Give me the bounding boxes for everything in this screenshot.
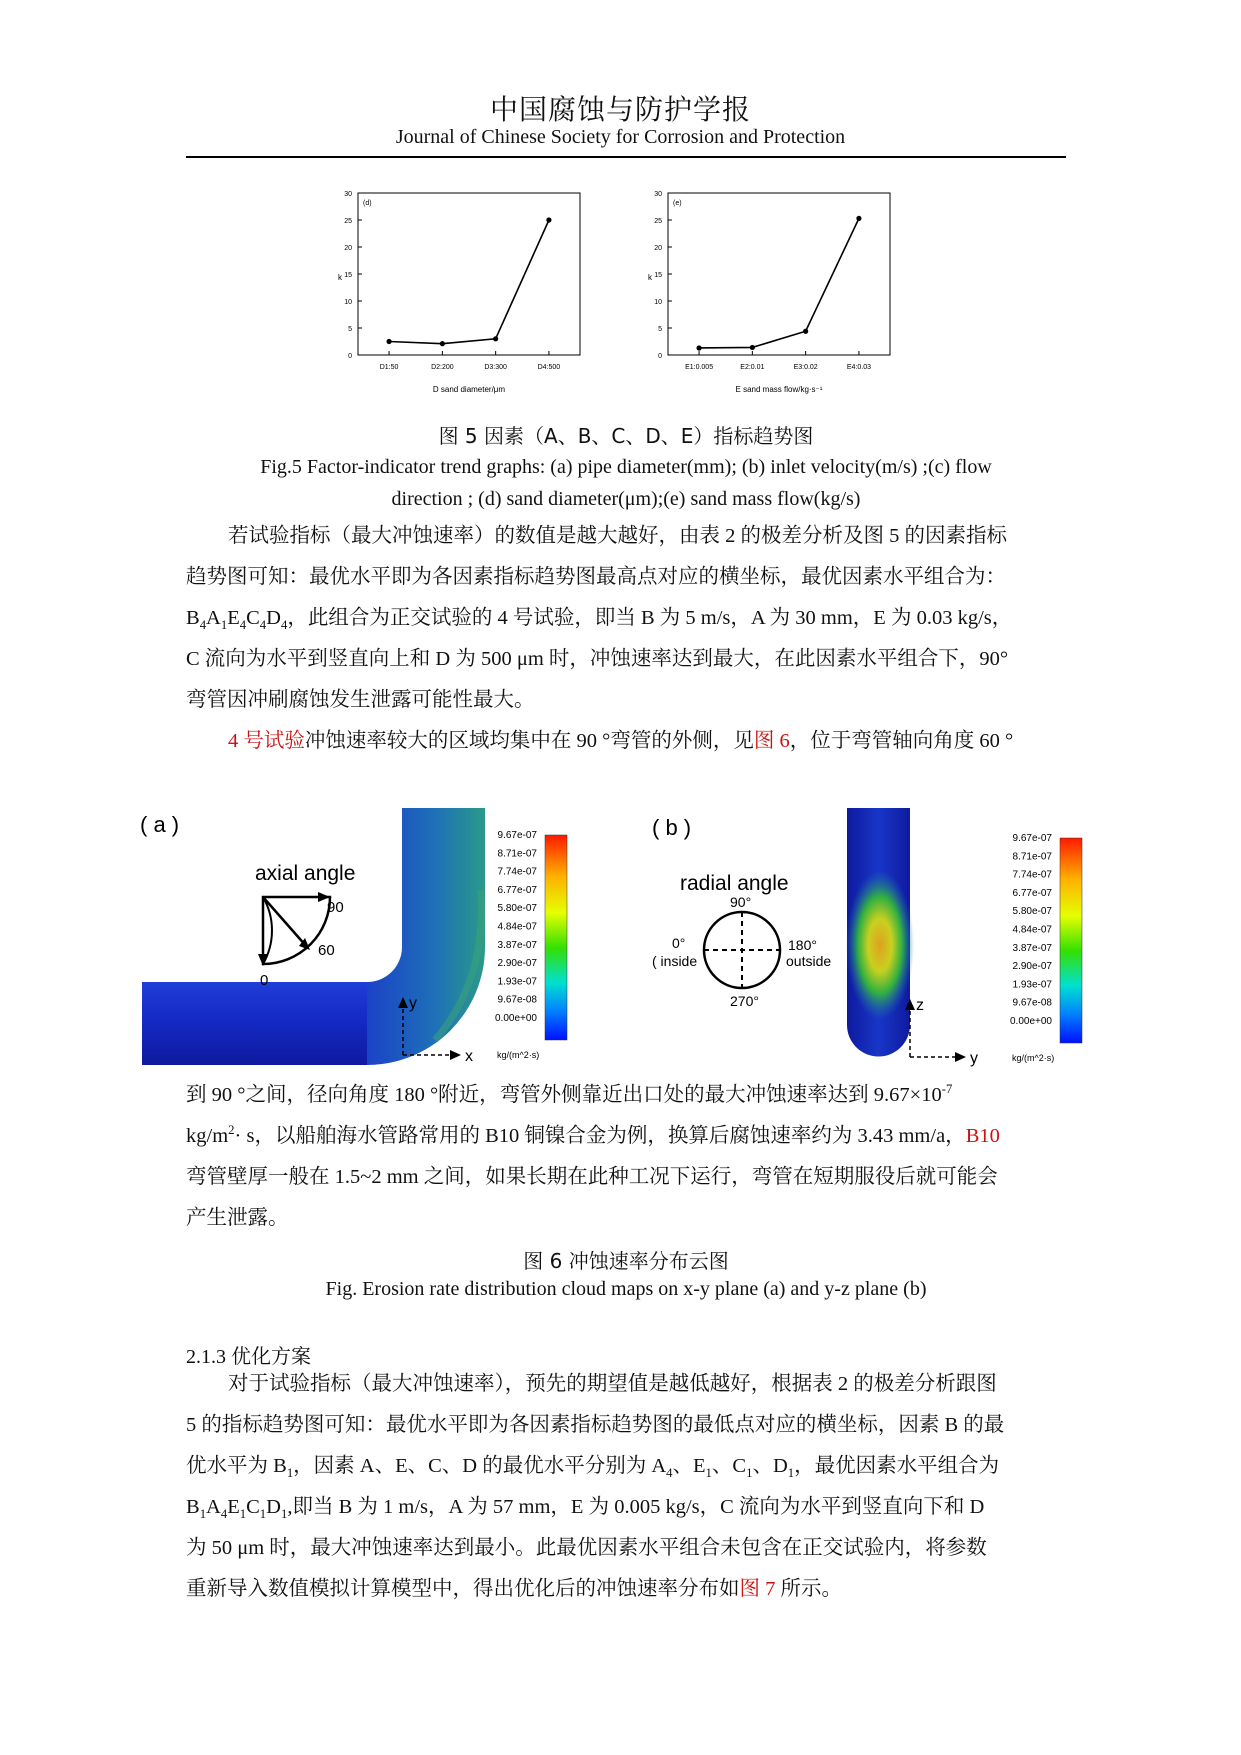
wear-zone — [846, 870, 914, 1020]
colorbar-tick-label: 3.87e-07 — [497, 939, 537, 951]
axial-angle-60-ray — [263, 897, 307, 947]
fig6b-label: ( b ) — [652, 815, 692, 840]
axis-y-label-b: y — [970, 1050, 978, 1067]
axial-60-label: 60 — [318, 942, 335, 959]
chart-e-panel-label: (e) — [673, 200, 682, 207]
chart-d-frame — [358, 193, 580, 355]
axis-x-label-a: x — [465, 1048, 473, 1065]
ref-fig-7[interactable]: 图 7 — [739, 1578, 776, 1600]
colorbar-tick-label: 8.71e-07 — [497, 848, 537, 860]
y-tick-label: 20 — [344, 245, 352, 252]
data-point — [803, 329, 808, 334]
colorbar-b-ticks — [1010, 833, 1052, 1027]
colorbar-tick-label: 2.90e-07 — [1012, 961, 1052, 973]
chart-e — [640, 185, 920, 400]
header-rule — [186, 156, 1066, 158]
y-tick-label: 5 — [348, 326, 352, 333]
chart-d-ylabel: k — [338, 273, 342, 282]
colorbar-tick-label: 1.93e-07 — [1012, 979, 1052, 991]
data-point — [750, 345, 755, 350]
ref-test-4[interactable]: 4 号试验 — [228, 730, 305, 752]
y-tick-label: 20 — [654, 245, 662, 252]
colorbar-tick-label: 4.84e-07 — [497, 921, 537, 933]
x-tick-label: D4:500 — [537, 364, 561, 371]
data-point — [696, 345, 701, 350]
colorbar-tick-label: 7.74e-07 — [497, 866, 537, 878]
section-heading: 2.1.3 优化方案 — [186, 1346, 311, 1368]
radial-0-label: 0° — [672, 935, 686, 951]
para4-line1: 对于试验指标（最大冲蚀速率），预先的期望值是越低越好，根据表 2 的极差分析跟图 — [228, 1373, 997, 1395]
paragraph-4 — [186, 1364, 1058, 1610]
journal-title-cn: 中国腐蚀与防护学报 — [489, 93, 751, 126]
colorbar-tick-label: 0.00e+00 — [495, 1013, 537, 1024]
colorbar-tick-label: 1.93e-07 — [497, 976, 537, 988]
y-tick-label: 15 — [344, 272, 352, 279]
y-tick-label: 10 — [654, 299, 662, 306]
para4-line5: 为 50 μm 时，最大冲蚀速率达到最小。此最优因素水平组合未包含在正交试验内，将参数 — [186, 1537, 987, 1559]
radial-angle-title: radial angle — [680, 872, 789, 895]
colorbar-tick-label: 2.90e-07 — [497, 958, 537, 970]
axial-angle-title: axial angle — [255, 862, 356, 885]
para3-line3: 弯管壁厚一般在 1.5~2 mm 之间，如果长期在此种工况下运行，弯管在短期服役后就可能会 — [186, 1166, 998, 1188]
para4-line3: 优水平为 $B_1$，因素 A、E、C、D 的最优水平分别为 $A_4$、$E_1$、$C_1$、$D_1$，最优因素水平组合为 — [186, 1455, 1000, 1481]
x-tick-label: E3:0.02 — [793, 364, 818, 371]
elbow-pipe-horizontal — [142, 982, 367, 1065]
colorbar-tick-label: 6.77e-07 — [1012, 887, 1052, 899]
journal-title-en: Journal of Chinese Society for Corrosion and Protection — [395, 126, 846, 148]
axis-y-label-a: y — [409, 995, 417, 1012]
radial-outside-label: outside — [786, 953, 832, 969]
fig6-panel-a — [135, 800, 595, 1070]
para1-line3: $B_4A_1E_4C_4D_4$，此组合为正交试验的 4 号试验，即当 B 为 5 m/s，A 为 30 mm，E 为 0.03 kg/s， — [186, 607, 1013, 633]
colorbar-a — [545, 835, 567, 1040]
data-point — [386, 339, 391, 344]
para1-line2: 趋势图可知：最优水平即为各因素指标趋势图最高点对应的横坐标，最优因素水平组合为： — [186, 566, 1006, 588]
para3-line1: 到 90 °之间，径向角度 180 °附近，弯管外侧靠近出口处的最大冲蚀速率达到 $9.67\times 10^{-7}$ — [186, 1082, 953, 1106]
ref-fig-6[interactable]: 图 6 — [753, 730, 790, 752]
colorbar-tick-label: 9.67e-08 — [497, 994, 537, 1006]
fig6-panel-b — [640, 800, 1100, 1070]
para3-line2: $kg/m^2\cdot s$，以船舶海水管路常用的 B10 铜镍合金为例，换算后腐蚀速率约为 3.43 mm/a，B10 — [186, 1123, 1000, 1147]
radial-180-label: 180° — [788, 937, 817, 953]
y-tick-label: 15 — [654, 272, 662, 279]
data-point — [440, 341, 445, 346]
colorbar-tick-label: 5.80e-07 — [497, 903, 537, 915]
para1-line1: 若试验指标（最大冲蚀速率）的数值是越大越好，由表 2 的极差分析及图 5 的因素指标 — [228, 525, 1007, 547]
x-tick-label: E1:0.005 — [685, 364, 714, 371]
colorbar-tick-label: 0.00e+00 — [1010, 1016, 1052, 1027]
colorbar-tick-label: 5.80e-07 — [1012, 906, 1052, 918]
chart-e-ylabel: k — [648, 273, 652, 282]
radial-inside-label: ( inside — [652, 953, 698, 969]
axis-x-arrow-a — [450, 1050, 461, 1060]
colorbar-a-ticks — [495, 830, 537, 1024]
chart-d-panel-label: (d) — [363, 200, 372, 207]
y-tick-label: 5 — [658, 326, 662, 333]
para3-line4: 产生泄露。 — [186, 1207, 289, 1229]
colorbar-tick-label: 3.87e-07 — [1012, 942, 1052, 954]
data-point — [856, 216, 861, 221]
x-tick-label: D1:50 — [379, 364, 399, 371]
colorbar-tick-label: 4.84e-07 — [1012, 924, 1052, 936]
data-point — [546, 217, 551, 222]
para4-line4: $B_1A_4E_1C_1D_1$,即当 B 为 1 m/s，A 为 57 mm，E 为 0.005 kg/s，C 流向为水平到竖直向下和 D — [186, 1496, 985, 1522]
fig6-caption-cn: 图 6 冲蚀速率分布云图 — [523, 1249, 729, 1273]
colorbar-b — [1060, 838, 1082, 1043]
colorbar-a-unit: kg/(m^2·s) — [497, 1050, 540, 1060]
fig5-caption-en-1: Fig.5 Factor-indicator trend graphs: (a) pipe diameter(mm); (b) inlet velocity(m/s) ;(c) flow — [260, 456, 992, 478]
y-tick-label: 10 — [344, 299, 352, 306]
paragraph-1 — [186, 516, 1058, 721]
para4-line6: 重新导入数值模拟计算模型中，得出优化后的冲蚀速率分布如图 7 所示。 — [186, 1578, 842, 1600]
y-tick-label: 30 — [344, 191, 352, 198]
colorbar-tick-label: 9.67e-07 — [497, 830, 537, 841]
axis-z-label-b: z — [916, 997, 924, 1014]
colorbar-tick-label: 6.77e-07 — [497, 884, 537, 896]
y-tick-label: 30 — [654, 191, 662, 198]
para2-line1: 4 号试验冲蚀速率较大的区域均集中在 90 °弯管的外侧，见图 6，位于弯管轴向角度 60 ° — [228, 730, 1014, 752]
radial-270-label: 270° — [730, 993, 759, 1009]
fig6-caption-en: Fig. Erosion rate distribution cloud maps on x-y plane (a) and y-z plane (b) — [325, 1278, 927, 1300]
fig5-caption-en-2: direction ; (d) sand diameter(μm);(e) sand mass flow(kg/s) — [391, 488, 861, 510]
colorbar-tick-label: 8.71e-07 — [1012, 851, 1052, 863]
y-tick-label: 0 — [348, 353, 352, 360]
x-tick-label: D2:200 — [431, 364, 454, 371]
colorbar-tick-label: 9.67e-07 — [1012, 833, 1052, 844]
chart-d-xlabel: D sand diameter/μm — [432, 385, 506, 394]
series-line — [699, 218, 859, 348]
chart-d — [330, 185, 610, 400]
fig6a-label: ( a ) — [140, 812, 180, 837]
y-tick-label: 25 — [344, 218, 352, 225]
axial-90-label: 90 — [327, 899, 344, 916]
axial-0-label: 0 — [260, 972, 269, 989]
x-tick-label: E4:0.03 — [846, 364, 871, 371]
colorbar-tick-label: 9.67e-08 — [1012, 997, 1052, 1009]
para1-line4: C 流向为水平到竖直向上和 D 为 500 μm 时，冲蚀速率达到最大，在此因素水平组合下，90° — [186, 648, 1009, 670]
colorbar-b-unit: kg/(m^2·s) — [1012, 1053, 1055, 1063]
paragraph-3 — [186, 1075, 1058, 1239]
ref-b10[interactable]: B10 — [965, 1125, 1000, 1147]
series-line — [389, 220, 549, 344]
para4-line2: 5 的指标趋势图可知：最优水平即为各因素指标趋势图的最低点对应的横坐标，因素 B 的最 — [186, 1414, 1005, 1436]
data-point — [493, 336, 498, 341]
x-tick-label: E2:0.01 — [740, 364, 765, 371]
x-tick-label: D3:300 — [484, 364, 507, 371]
paragraph-2 — [186, 721, 1058, 762]
fig5-caption-cn: 图 5 因素（A、B、C、D、E）指标趋势图 — [438, 424, 814, 448]
y-tick-label: 25 — [654, 218, 662, 225]
chart-e-xlabel: E sand mass flow/kg·s⁻¹ — [735, 385, 823, 394]
para1-line5: 弯管因冲刷腐蚀发生泄露可能性最大。 — [186, 689, 535, 711]
axis-y-arrow-b — [955, 1052, 966, 1062]
colorbar-tick-label: 7.74e-07 — [1012, 869, 1052, 881]
radial-90-label: 90° — [730, 894, 752, 910]
y-tick-label: 0 — [658, 353, 662, 360]
